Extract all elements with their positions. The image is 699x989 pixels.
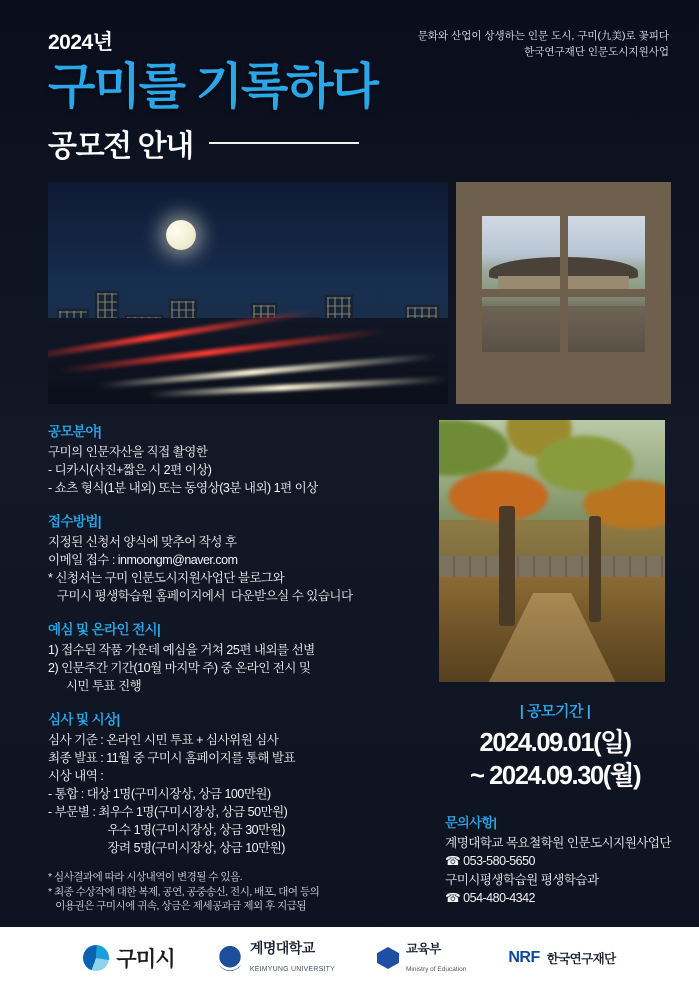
- section-line: * 신청서는 구미 인문도시지원사업단 블로그와: [48, 571, 285, 585]
- gumi-city-logo: [83, 943, 174, 973]
- moe-name-en: Ministry of Education: [405, 966, 467, 973]
- contact-line: 구미시평생학습원 평생학습과: [445, 872, 599, 887]
- section-line: - 통합 : 대상 1명(구미시장상, 상금 100만원): [48, 787, 271, 801]
- keimyung-university-logo: [217, 940, 335, 975]
- section-line: 최종 발표 : 11월 중 구미시 홈페이지를 통해 발표: [48, 751, 296, 765]
- submission-email-line: 이메일 접수 : inmoongm@naver.com: [48, 553, 238, 567]
- section-line: - 부문별 : 최우수 1명(구미시장상, 상금 50만원): [48, 805, 288, 819]
- section-category: [48, 420, 425, 497]
- keimyung-emblem-icon: [217, 945, 243, 971]
- organizer-line-2: 한국연구재단 인문도시지원사업: [524, 46, 669, 59]
- section-line: 우수 1명(구미시장상, 상금 30만원): [48, 823, 285, 837]
- keimyung-name-en: KEIMYUNG UNIVERSITY: [249, 966, 335, 973]
- contact-phone: ☎ 053-580-5650: [445, 854, 536, 869]
- contact-phone: ☎ 054-480-4342: [445, 890, 536, 905]
- autumn-tree-photo: [439, 420, 665, 682]
- period-label: | 공모기간 |: [519, 703, 591, 720]
- moe-emblem-icon: [377, 947, 399, 969]
- hanok-window-photo: [456, 182, 671, 404]
- contact-line: 계명대학교 목요철학원 인문도시지원사업단: [445, 836, 671, 851]
- section-submission: [48, 510, 425, 605]
- contact-title: 문의사항|: [445, 815, 497, 831]
- subtitle-row: [48, 121, 673, 165]
- year-label: 2024년: [48, 31, 113, 54]
- poster-header: [0, 0, 699, 182]
- section-line: 시민 투표 진행: [48, 679, 142, 693]
- section-line: - 쇼츠 형식(1분 내외) 또는 동영상(3분 내외) 1편 이상: [48, 481, 318, 495]
- window-mullion-vertical: [560, 216, 568, 352]
- contact-block: [439, 812, 671, 907]
- gumi-city-logo-text: 구미시: [116, 948, 175, 971]
- period-start: 2024.09.01(일): [479, 729, 631, 757]
- city-night-photo: [48, 182, 448, 404]
- moe-name-ko: 교육부: [405, 941, 441, 956]
- section-line: 1) 접수된 작품 가운데 예심을 거쳐 25편 내외를 선별: [48, 643, 315, 657]
- tree-trunk: [499, 506, 515, 626]
- section-line: 시상 내역 :: [48, 769, 104, 783]
- ministry-of-education-logo: [377, 940, 466, 977]
- autumn-canopy: [439, 420, 665, 561]
- page-subtitle: 공모전 안내: [48, 129, 193, 163]
- nrf-name-ko: 한국연구재단: [546, 952, 616, 966]
- footnote: * 심사결과에 따라 시상내역이 변경될 수 있음.: [48, 871, 243, 883]
- section-line: - 디카시(사진+짧은 시 2편 이상): [48, 463, 212, 477]
- section-line: 구미의 인문자산을 직접 촬영한: [48, 445, 208, 459]
- page-title: 구미를 기록하다: [48, 60, 377, 114]
- title-divider: [209, 142, 359, 144]
- period-end: ~ 2024.09.30(월): [469, 761, 641, 790]
- nrf-mark-text: NRF: [508, 949, 540, 966]
- tree-trunk: [589, 516, 601, 622]
- info-column: [48, 420, 425, 914]
- photo-row: [0, 182, 699, 404]
- footnote: 이용권은 구미시에 귀속, 상금은 제세공과금 제외 후 지급됨: [48, 900, 307, 913]
- moon-icon: [166, 220, 196, 250]
- section-preliminary-exhibition: [48, 618, 425, 695]
- section-line: 장려 5명(구미시장상, 상금 10만원): [48, 841, 285, 855]
- poster-body: [0, 404, 699, 914]
- highway: [48, 318, 448, 404]
- section-line: 지정된 신청서 양식에 맞추어 작성 후: [48, 535, 237, 549]
- section-line: 심사 기준 : 온라인 시민 투표 + 심사위원 심사: [48, 733, 279, 747]
- organizer-note: [418, 28, 669, 61]
- organizer-line-1: 문화와 산업이 상생하는 인문 도시, 구미(九美)로 꽃피다: [417, 30, 669, 42]
- right-column: [439, 420, 671, 914]
- section-line: 구미시 평생학습원 홈페이지에서 다운받으실 수 있습니다: [48, 589, 353, 603]
- section-title: 공모분야|: [48, 424, 101, 439]
- section-title: 접수방법|: [48, 514, 101, 529]
- moe-logo-text: [406, 940, 466, 977]
- window-mullion-horizontal: [482, 289, 645, 297]
- keimyung-logo-text: [250, 940, 335, 975]
- logo-footer: [0, 927, 699, 989]
- footnote: * 최종 수상작에 대한 복제, 공연, 공중송신, 전시, 배포, 대여 등의: [48, 885, 320, 898]
- nrf-logo: [508, 949, 615, 967]
- keimyung-name-ko: 계명대학교: [249, 940, 315, 957]
- section-line: 2) 인문주간 기간(10월 마지막 주) 중 온라인 전시 및: [48, 661, 311, 675]
- section-judging-awards: [48, 708, 425, 857]
- section-title: 심사 및 시상|: [48, 712, 120, 727]
- footnotes: [48, 870, 425, 914]
- gumi-emblem-icon: [83, 945, 109, 971]
- section-title: 예심 및 온라인 전시|: [48, 622, 161, 637]
- application-period: [439, 700, 671, 792]
